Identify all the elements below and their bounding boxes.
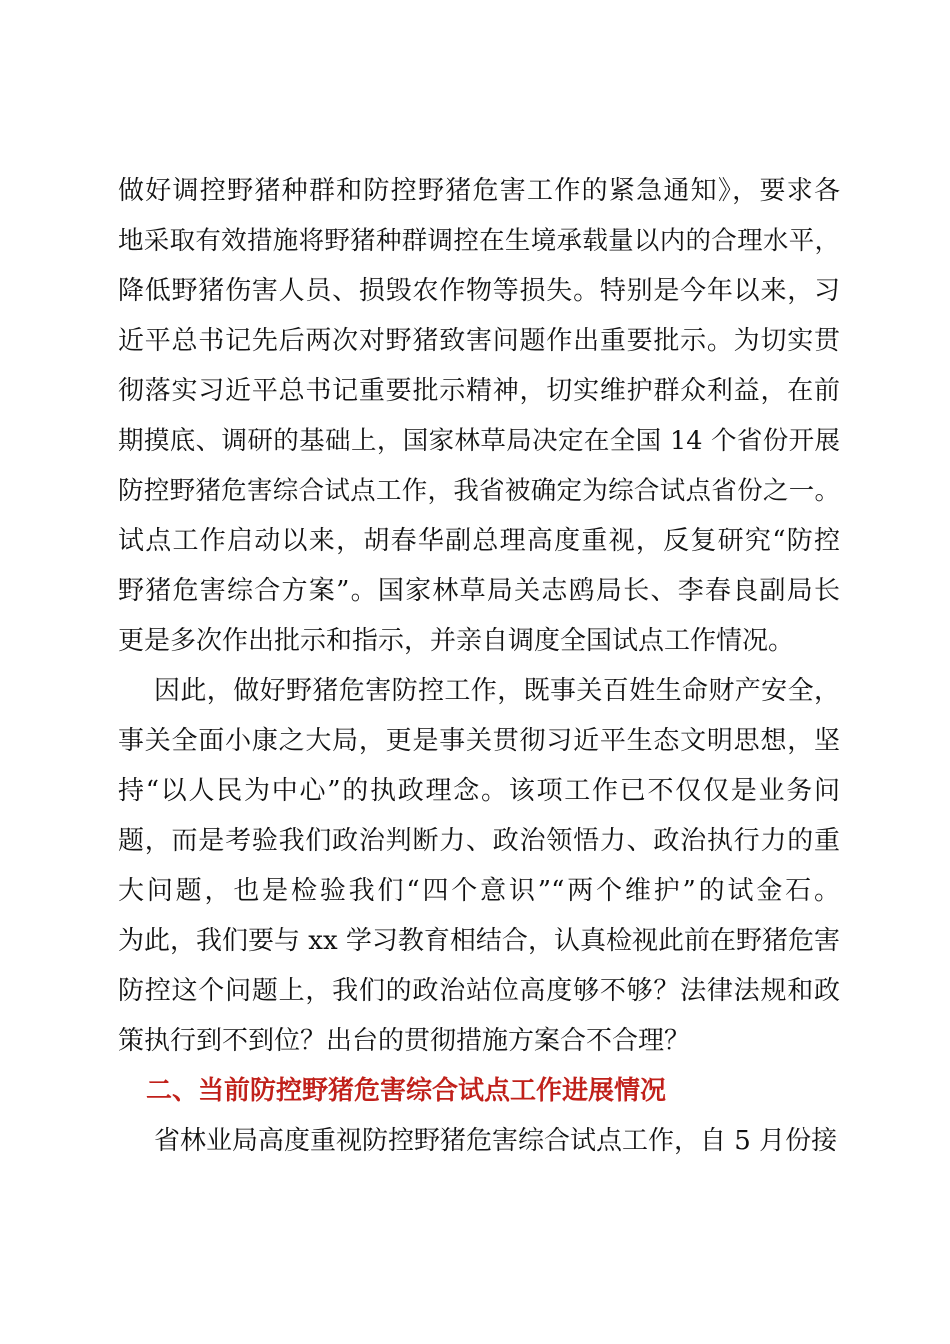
paragraph-1 <box>118 166 840 666</box>
paragraph-3 <box>118 1116 840 1166</box>
paragraph-line: 题，而是考验我们政治判断力、政治领悟力、政治执行力的重 <box>118 826 840 856</box>
paragraph-line: 防控这个问题上，我们的政治站位高度够不够？法律法规和政 <box>118 976 840 1006</box>
paragraph-line: 防控野猪危害综合试点工作，我省被确定为综合试点省份之一。 <box>118 476 840 506</box>
paragraph-line: 彻落实习近平总书记重要批示精神，切实维护群众利益，在前 <box>118 376 840 406</box>
paragraph-line: 省林业局高度重视防控野猪危害综合试点工作，自 5 月份接 <box>154 1126 838 1156</box>
paragraph-line: 持“以人民为中心”的执政理念。该项工作已不仅仅是业务问 <box>118 776 840 806</box>
paragraph-line: 为此，我们要与 xx 学习教育相结合，认真检视此前在野猪危害 <box>118 926 840 956</box>
paragraph-line: 期摸底、调研的基础上，国家林草局决定在全国 14 个省份开展 <box>118 426 840 456</box>
paragraph-line: 更是多次作出批示和指示，并亲自调度全国试点工作情况。 <box>118 626 795 656</box>
paragraph-line: 大问题，也是检验我们“四个意识”“两个维护”的试金石。 <box>118 876 840 906</box>
document-body <box>118 166 840 1166</box>
paragraph-line: 近平总书记先后两次对野猪致害问题作出重要批示。为切实贯 <box>118 326 840 356</box>
paragraph-line: 野猪危害综合方案”。国家林草局关志鸥局长、李春良副局长 <box>118 576 840 606</box>
paragraph-2 <box>118 666 840 1066</box>
paragraph-line: 试点工作启动以来，胡春华副总理高度重视，反复研究“防控 <box>118 526 840 556</box>
paragraph-line: 地采取有效措施将野猪种群调控在生境承载量以内的合理水平， <box>118 226 840 256</box>
section-heading: 二、当前防控野猪危害综合试点工作进展情况 <box>146 1076 667 1106</box>
paragraph-line: 策执行到不到位？出台的贯彻措施方案合不合理？ <box>118 1026 691 1056</box>
paragraph-line: 做好调控野猪种群和防控野猪危害工作的紧急通知》，要求各 <box>118 176 840 206</box>
paragraph-line: 降低野猪伤害人员、损毁农作物等损失。特别是今年以来，习 <box>118 276 840 306</box>
paragraph-line: 事关全面小康之大局，更是事关贯彻习近平生态文明思想，坚 <box>118 726 840 756</box>
paragraph-line: 因此，做好野猪危害防控工作，既事关百姓生命财产安全， <box>154 676 840 706</box>
